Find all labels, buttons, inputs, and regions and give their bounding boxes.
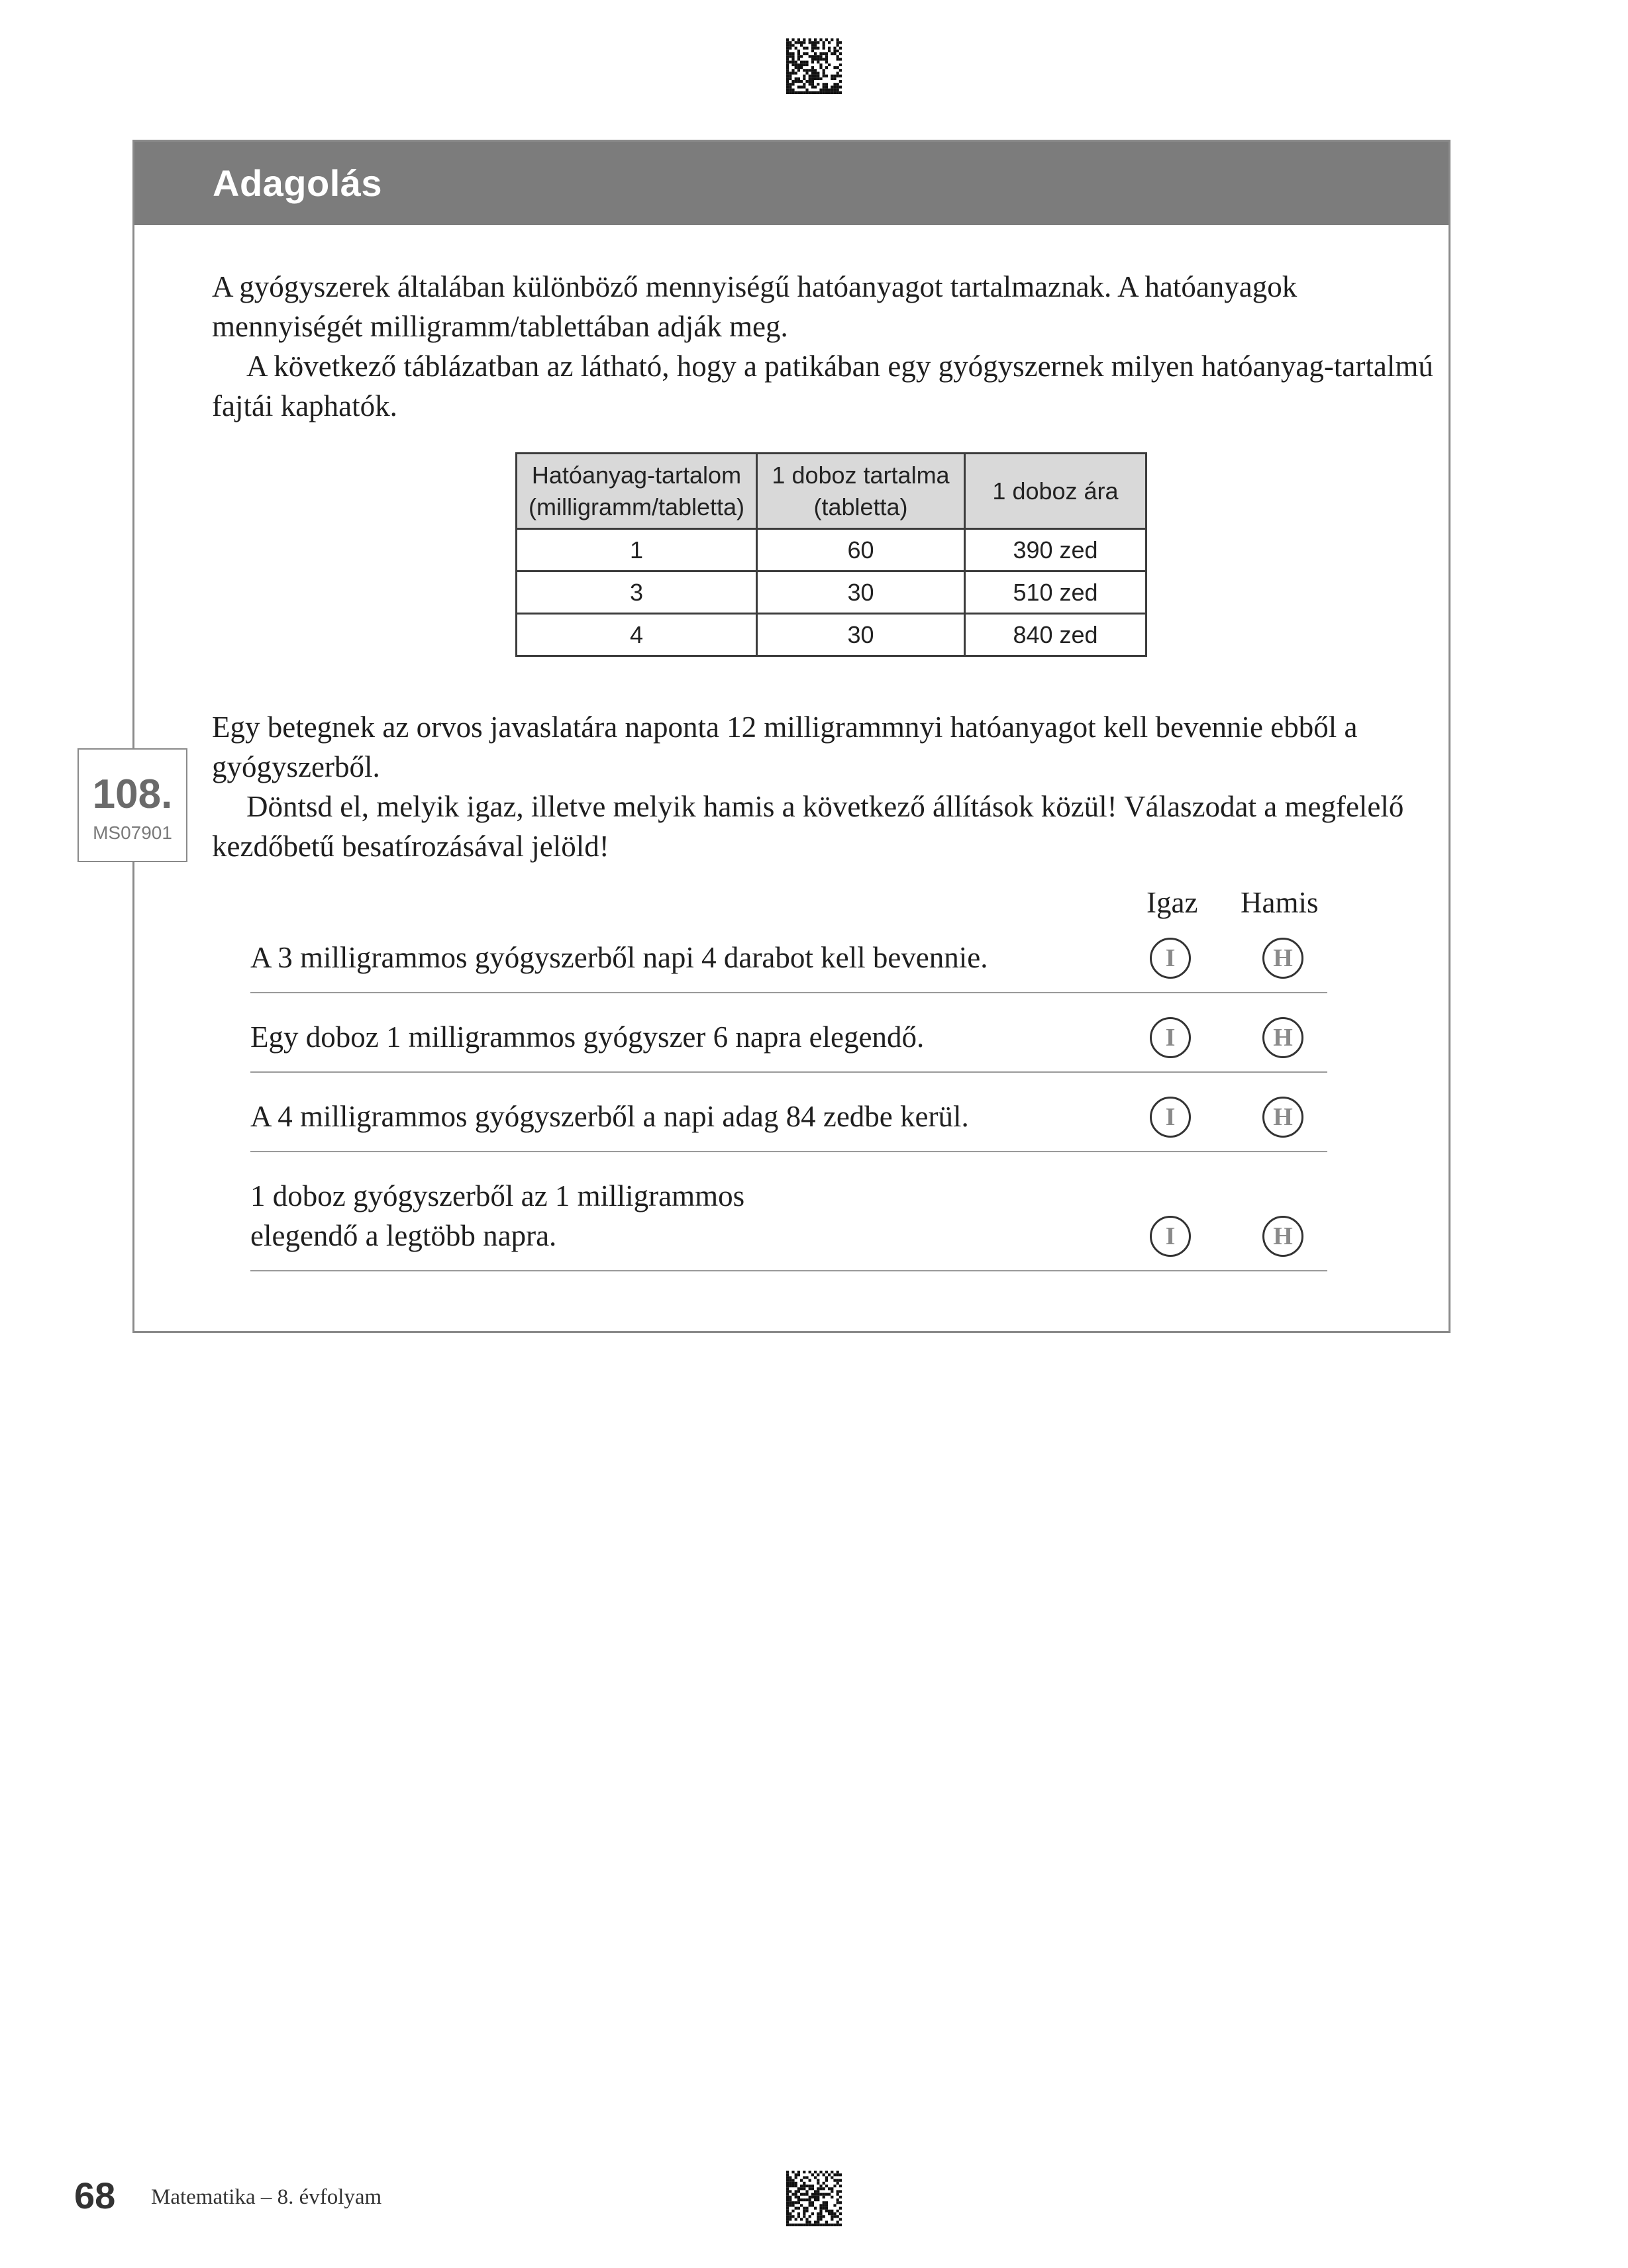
true-option[interactable]: I: [1150, 938, 1191, 979]
footer-book-title: Matematika – 8. évfolyam: [151, 2185, 382, 2209]
false-option[interactable]: H: [1262, 1017, 1303, 1058]
statement-text-line-1: 1 doboz gyógyszerből az 1 milligrammos: [250, 1179, 745, 1212]
table-row: [517, 614, 1146, 656]
true-option[interactable]: I: [1150, 1097, 1191, 1138]
false-option[interactable]: H: [1262, 938, 1303, 979]
column-header-true: Igaz: [1146, 886, 1198, 919]
table-cell: 1: [517, 529, 757, 571]
task-code: MS07901: [93, 822, 172, 843]
true-option[interactable]: I: [1150, 1216, 1191, 1257]
true-option[interactable]: I: [1150, 1017, 1191, 1058]
problem-paragraph-1: Egy betegnek az orvos javaslatára naponta 12 milligrammnyi hatóanyagot kell bevennie ebből a gyógyszerből.: [212, 711, 1358, 783]
problem-paragraph-2: [212, 787, 1437, 866]
table-cell: 840 zed: [965, 614, 1146, 656]
column-header-false: Hamis: [1241, 886, 1319, 919]
table-header-cell: 1 doboz tartalma (tabletta): [757, 454, 965, 529]
statement-text-line-2: elegendő a legtöbb napra.: [250, 1219, 557, 1252]
statement-row: [250, 1073, 1327, 1152]
table-header-cell: Hatóanyag-tartalom (milligramm/tabletta): [517, 454, 757, 529]
table-cell: 4: [517, 614, 757, 656]
task-title: Adagolás: [213, 162, 383, 204]
table-cell: 390 zed: [965, 529, 1146, 571]
statement-text: A 4 milligrammos gyógyszerből a napi adag 84 zedbe kerül.: [250, 1100, 969, 1133]
table-cell: 510 zed: [965, 571, 1146, 614]
datamatrix-code-bottom: [786, 2171, 842, 2226]
false-option[interactable]: H: [1262, 1216, 1303, 1257]
dosage-table: [515, 452, 1147, 657]
statement-row: [250, 1152, 1327, 1271]
task-header: [134, 142, 1449, 225]
intro-paragraph-2: [212, 346, 1437, 426]
table-cell: 60: [757, 529, 965, 571]
table-cell: 30: [757, 614, 965, 656]
false-option[interactable]: H: [1262, 1097, 1303, 1138]
table-row: [517, 571, 1146, 614]
datamatrix-code-top: [786, 38, 842, 94]
intro-paragraph-2-text: A következő táblázatban az látható, hogy a patikában egy gyógyszernek milyen hatóanyag-tartalmú fajtái kaphatók.: [212, 350, 1433, 422]
statement-text: A 3 milligrammos gyógyszerből napi 4 darabot kell bevennie.: [250, 941, 988, 974]
table-cell: 30: [757, 571, 965, 614]
statement-row: [250, 993, 1327, 1073]
task-number: 108.: [92, 771, 173, 817]
page-number: 68: [74, 2175, 116, 2216]
statement-row: [250, 927, 1327, 993]
problem-paragraph-2-text: Döntsd el, melyik igaz, illetve melyik hamis a következő állítások közül! Válaszodat a megfelelő kezdőbetű besatírozásával jelöld!: [212, 790, 1404, 863]
intro-paragraph-1: A gyógyszerek általában különböző mennyiségű hatóanyagot tartalmaznak. A hatóanyagok mennyiségét milligramm/tablettában adják meg.: [212, 270, 1297, 343]
statement-text: Egy doboz 1 milligrammos gyógyszer 6 napra elegendő.: [250, 1020, 925, 1054]
table-header-cell: 1 doboz ára: [965, 454, 1146, 529]
task-number-badge: [77, 748, 187, 862]
table-header-row: [517, 454, 1146, 529]
table-row: [517, 529, 1146, 571]
table-cell: 3: [517, 571, 757, 614]
